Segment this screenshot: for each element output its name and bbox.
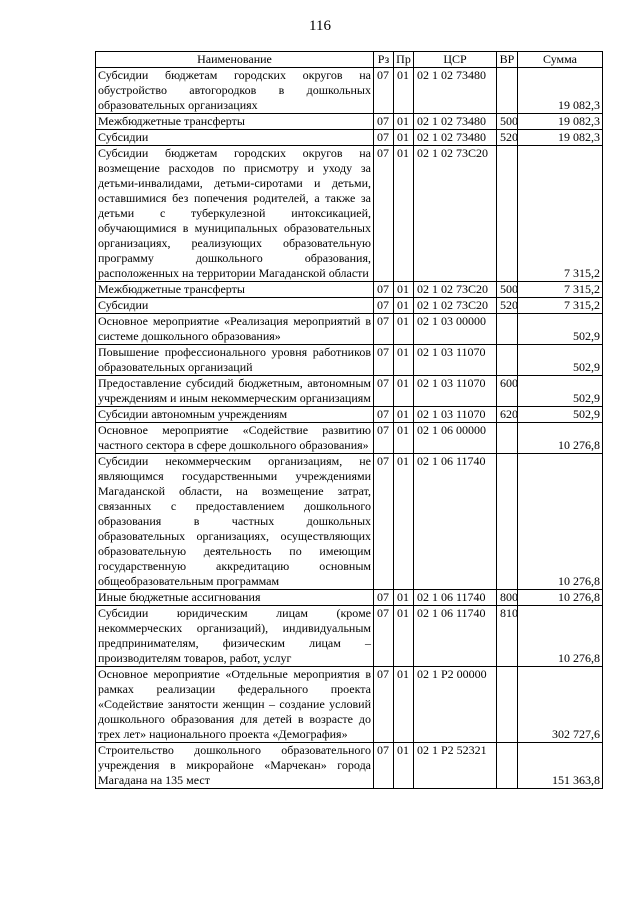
cell-sum: 151 363,8 bbox=[518, 743, 603, 789]
table-row bbox=[96, 606, 603, 667]
cell-pr: 01 bbox=[394, 130, 414, 146]
cell-name: Субсидии автономным учреждениям bbox=[96, 407, 374, 423]
cell-vr bbox=[497, 314, 518, 345]
header-vr: ВР bbox=[497, 52, 518, 68]
table-header-row bbox=[96, 52, 603, 68]
cell-pr: 01 bbox=[394, 407, 414, 423]
cell-rz: 07 bbox=[374, 590, 394, 606]
cell-sum: 10 276,8 bbox=[518, 423, 603, 454]
cell-pr: 01 bbox=[394, 314, 414, 345]
cell-rz: 07 bbox=[374, 146, 394, 282]
cell-pr: 01 bbox=[394, 606, 414, 667]
cell-sum: 19 082,3 bbox=[518, 114, 603, 130]
cell-vr: 800 bbox=[497, 590, 518, 606]
cell-vr: 620 bbox=[497, 407, 518, 423]
table-row bbox=[96, 130, 603, 146]
cell-sum: 502,9 bbox=[518, 345, 603, 376]
cell-csr: 02 1 02 73480 bbox=[414, 68, 497, 114]
cell-csr: 02 1 Р2 00000 bbox=[414, 667, 497, 743]
cell-name: Субсидии bbox=[96, 130, 374, 146]
cell-vr bbox=[497, 146, 518, 282]
cell-csr: 02 1 06 11740 bbox=[414, 590, 497, 606]
cell-sum: 19 082,3 bbox=[518, 130, 603, 146]
cell-vr: 600 bbox=[497, 376, 518, 407]
cell-pr: 01 bbox=[394, 667, 414, 743]
cell-vr bbox=[497, 667, 518, 743]
cell-vr: 500 bbox=[497, 282, 518, 298]
cell-pr: 01 bbox=[394, 743, 414, 789]
cell-csr: 02 1 03 11070 bbox=[414, 407, 497, 423]
cell-csr: 02 1 02 73480 bbox=[414, 130, 497, 146]
table-row bbox=[96, 407, 603, 423]
cell-csr: 02 1 02 73С20 bbox=[414, 282, 497, 298]
cell-rz: 07 bbox=[374, 282, 394, 298]
table-row bbox=[96, 743, 603, 789]
cell-rz: 07 bbox=[374, 114, 394, 130]
cell-csr: 02 1 03 11070 bbox=[414, 376, 497, 407]
cell-name: Межбюджетные трансферты bbox=[96, 282, 374, 298]
cell-name: Основное мероприятие «Содействие развитию частного сектора в сфере дошкольного образования» bbox=[96, 423, 374, 454]
cell-name: Субсидии bbox=[96, 298, 374, 314]
cell-csr: 02 1 02 73С20 bbox=[414, 298, 497, 314]
cell-name: Основное мероприятие «Реализация мероприятий в системе дошкольного образования» bbox=[96, 314, 374, 345]
cell-rz: 07 bbox=[374, 407, 394, 423]
page-number: 116 bbox=[309, 18, 331, 34]
cell-rz: 07 bbox=[374, 130, 394, 146]
cell-name: Иные бюджетные ассигнования bbox=[96, 590, 374, 606]
cell-csr: 02 1 02 73480 bbox=[414, 114, 497, 130]
cell-csr: 02 1 06 11740 bbox=[414, 454, 497, 590]
cell-name: Субсидии юридическим лицам (кроме некоммерческих организаций), индивидуальным предпринимателям, физическим лицам – производителям товаров, работ, услуг bbox=[96, 606, 374, 667]
cell-vr: 500 bbox=[497, 114, 518, 130]
cell-vr: 810 bbox=[497, 606, 518, 667]
cell-rz: 07 bbox=[374, 68, 394, 114]
cell-rz: 07 bbox=[374, 667, 394, 743]
cell-rz: 07 bbox=[374, 314, 394, 345]
header-rz: Рз bbox=[374, 52, 394, 68]
cell-name: Предоставление субсидий бюджетным, автономным учреждениям и иным некоммерческим организациям bbox=[96, 376, 374, 407]
table-row bbox=[96, 667, 603, 743]
cell-name: Субсидии бюджетам городских округов на возмещение расходов по присмотру и уходу за детьми-инвалидами, детьми-сиротами и детьми, оставшимися без попечения родителей, а также за детьми с туберкулезной интоксикацией, обучающимися в муниципальных образовательных организациях, реализующих образовательную программу дошкольного образования, расположенных на территории Магаданской области bbox=[96, 146, 374, 282]
cell-csr: 02 1 06 00000 bbox=[414, 423, 497, 454]
table-row bbox=[96, 68, 603, 114]
budget-table bbox=[95, 51, 603, 789]
table-row bbox=[96, 314, 603, 345]
cell-vr: 520 bbox=[497, 130, 518, 146]
cell-name: Субсидии бюджетам городских округов на обустройство автогородков в дошкольных образовательных организациях bbox=[96, 68, 374, 114]
cell-rz: 07 bbox=[374, 423, 394, 454]
table-row bbox=[96, 454, 603, 590]
cell-name: Повышение профессионального уровня работников образовательных организаций bbox=[96, 345, 374, 376]
cell-sum: 7 315,2 bbox=[518, 282, 603, 298]
cell-vr bbox=[497, 454, 518, 590]
cell-vr: 520 bbox=[497, 298, 518, 314]
table-row bbox=[96, 423, 603, 454]
cell-vr bbox=[497, 345, 518, 376]
cell-pr: 01 bbox=[394, 590, 414, 606]
cell-rz: 07 bbox=[374, 743, 394, 789]
cell-pr: 01 bbox=[394, 146, 414, 282]
cell-pr: 01 bbox=[394, 282, 414, 298]
cell-pr: 01 bbox=[394, 345, 414, 376]
cell-rz: 07 bbox=[374, 606, 394, 667]
cell-vr bbox=[497, 743, 518, 789]
header-pr: Пр bbox=[394, 52, 414, 68]
cell-pr: 01 bbox=[394, 454, 414, 590]
cell-sum: 502,9 bbox=[518, 314, 603, 345]
header-name: Наименование bbox=[96, 52, 374, 68]
cell-name: Межбюджетные трансферты bbox=[96, 114, 374, 130]
cell-pr: 01 bbox=[394, 423, 414, 454]
cell-sum: 302 727,6 bbox=[518, 667, 603, 743]
cell-sum: 10 276,8 bbox=[518, 606, 603, 667]
header-csr: ЦСР bbox=[414, 52, 497, 68]
table-row bbox=[96, 590, 603, 606]
cell-vr bbox=[497, 68, 518, 114]
cell-name: Строительство дошкольного образовательного учреждения в микрорайоне «Марчекан» города Магадана на 135 мест bbox=[96, 743, 374, 789]
cell-csr: 02 1 02 73С20 bbox=[414, 146, 497, 282]
cell-csr: 02 1 03 00000 bbox=[414, 314, 497, 345]
table-row bbox=[96, 345, 603, 376]
cell-csr: 02 1 03 11070 bbox=[414, 345, 497, 376]
cell-sum: 10 276,8 bbox=[518, 590, 603, 606]
cell-pr: 01 bbox=[394, 376, 414, 407]
table-row bbox=[96, 114, 603, 130]
cell-sum: 502,9 bbox=[518, 376, 603, 407]
cell-pr: 01 bbox=[394, 68, 414, 114]
cell-csr: 02 1 Р2 52321 bbox=[414, 743, 497, 789]
table-row bbox=[96, 376, 603, 407]
cell-rz: 07 bbox=[374, 298, 394, 314]
cell-name: Основное мероприятие «Отдельные мероприятия в рамках реализации федерального проекта «Содействие занятости женщин – создание условий дошкольного образования для детей в возрасте до трех лет» национального проекта «Демография» bbox=[96, 667, 374, 743]
cell-sum: 7 315,2 bbox=[518, 146, 603, 282]
cell-sum: 10 276,8 bbox=[518, 454, 603, 590]
cell-sum: 502,9 bbox=[518, 407, 603, 423]
table-row bbox=[96, 146, 603, 282]
cell-rz: 07 bbox=[374, 454, 394, 590]
cell-csr: 02 1 06 11740 bbox=[414, 606, 497, 667]
header-sum: Сумма bbox=[518, 52, 603, 68]
table-row bbox=[96, 298, 603, 314]
cell-pr: 01 bbox=[394, 298, 414, 314]
table-row bbox=[96, 282, 603, 298]
cell-vr bbox=[497, 423, 518, 454]
cell-sum: 19 082,3 bbox=[518, 68, 603, 114]
cell-name: Субсидии некоммерческим организациям, не являющимся государственными учреждениями Магаданской области, на возмещение затрат, связанных с предоставлением дошкольного образования в частных дошкольных образовательных организациях, осуществляющих образовательную деятельность по имеющим государственную аккредитацию основным общеобразовательным программам bbox=[96, 454, 374, 590]
cell-rz: 07 bbox=[374, 345, 394, 376]
cell-sum: 7 315,2 bbox=[518, 298, 603, 314]
cell-rz: 07 bbox=[374, 376, 394, 407]
cell-pr: 01 bbox=[394, 114, 414, 130]
